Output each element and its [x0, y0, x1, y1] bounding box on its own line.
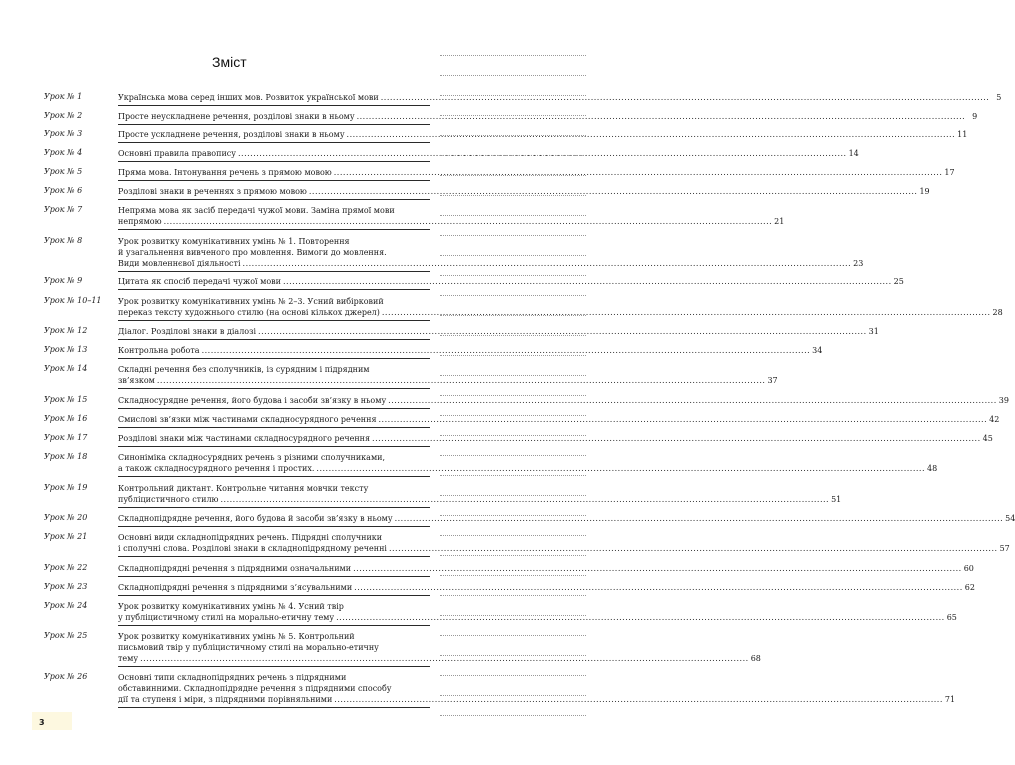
toc-leader-dots: ........................................................................................................................................................................................................	[242, 259, 852, 268]
toc-leader-dots: ........................................................................................................................................................................................................	[140, 654, 749, 663]
note-line	[440, 555, 586, 556]
toc-topic-line: зв’язком	[118, 376, 155, 385]
note-line	[440, 575, 586, 576]
toc-lesson-label: Урок № 13	[44, 345, 88, 354]
note-line	[440, 475, 586, 476]
toc-lesson-label: Урок № 3	[44, 129, 83, 138]
toc-lesson-label: Урок № 25	[44, 631, 88, 640]
toc-lesson-label: Урок № 22	[44, 563, 88, 572]
toc-page-number: 54	[1005, 514, 1015, 523]
note-line	[440, 215, 586, 216]
note-line	[440, 495, 586, 496]
toc-topic-line: Непряма мова як засіб передачі чужої мови. Заміна прямої мови	[118, 206, 395, 215]
note-line	[440, 115, 586, 116]
note-line	[440, 355, 586, 356]
toc-topic-line: Пряма мова. Інтонування речень з прямою мовою	[118, 168, 332, 177]
toc-page-number: 23	[853, 259, 864, 268]
toc-topic	[118, 111, 978, 122]
toc-topic	[118, 395, 1009, 406]
toc-topic	[118, 345, 823, 356]
toc-row-separator	[118, 408, 430, 409]
note-line	[440, 235, 586, 236]
toc-topic	[118, 601, 957, 623]
toc-lesson-label: Урок № 9	[44, 276, 83, 285]
toc-topic	[118, 582, 975, 593]
toc-topic	[118, 148, 859, 159]
toc-leader-dots: ........................................................................................................................................................................................................	[220, 495, 830, 504]
toc-row-separator	[118, 124, 430, 125]
toc-lesson-label: Урок № 17	[44, 433, 88, 442]
toc-lesson-label: Урок № 20	[44, 513, 88, 522]
toc-lesson-label: Урок № 18	[44, 452, 88, 461]
toc-page-number: 39	[998, 396, 1009, 405]
toc-lesson-label: Урок № 26	[44, 672, 88, 681]
toc-page-number: 19	[919, 187, 930, 196]
toc-topic-line: Розділові знаки між частинами складносурядного речення	[118, 434, 371, 443]
toc-row-separator	[118, 105, 430, 106]
note-line	[440, 535, 586, 536]
toc-topic-line: Складнопідрядне речення, його будова й засоби зв’язку в ньому	[118, 514, 393, 523]
toc-leader-dots: ........................................................................................................................................................................................................	[163, 217, 773, 226]
toc-row-separator	[118, 476, 430, 477]
toc-lesson-label: Урок № 16	[44, 414, 88, 423]
note-line	[440, 455, 586, 456]
page-title: Зміст	[212, 54, 247, 70]
toc-topic-line: Урок розвитку комунікативних умінь № 5. Контрольний	[118, 632, 355, 641]
toc-leader-dots: ........................................................................................................................................................................................................	[354, 583, 963, 592]
toc-topic-line: Урок розвитку комунікативних умінь № 4. Усний твір	[118, 602, 344, 611]
toc-topic-line: публіцистичного стилю	[118, 495, 219, 504]
toc-row-separator	[118, 320, 430, 321]
toc-topic-line: тему	[118, 654, 139, 663]
toc-page-number: 28	[992, 308, 1003, 317]
toc-page-number: 51	[831, 495, 842, 504]
toc-page-number: 45	[982, 434, 993, 443]
toc-row-separator	[118, 358, 430, 359]
toc-page-number: 65	[946, 613, 957, 622]
toc-lesson-label: Урок № 5	[44, 167, 83, 176]
toc-topic-line: Українська мова серед інших мов. Розвиток української мови	[118, 93, 379, 102]
toc-page-number: 17	[944, 168, 955, 177]
toc-topic	[118, 236, 864, 269]
toc-page-number: 11	[957, 130, 968, 139]
toc-row-separator	[118, 180, 430, 181]
toc-topic-line: Види мовленнєвої діяльності	[118, 259, 241, 268]
toc-leader-dots: ........................................................................................................................................................................................................	[333, 168, 943, 177]
toc-row-separator	[118, 625, 430, 626]
toc-topic-line: у публіцистичному стилі на морально-етичну тему	[118, 613, 335, 622]
toc-lesson-label: Урок № 4	[44, 148, 83, 157]
toc-topic	[118, 563, 974, 574]
toc-page-number: 37	[767, 376, 778, 385]
toc-row-separator	[118, 707, 430, 708]
toc-page-number: 48	[927, 464, 938, 473]
note-line	[440, 275, 586, 276]
note-line	[440, 55, 586, 56]
note-line	[440, 155, 586, 156]
toc-leader-dots: ........................................................................................................................................................................................................	[372, 434, 981, 443]
toc-topic-line: Просте неускладнене речення, розділові знаки в ньому	[118, 112, 355, 121]
toc-lesson-label: Урок № 2	[44, 111, 83, 120]
toc-topic	[118, 205, 785, 227]
toc-topic-line: письмовий твір у публіцистичному стилі на морально-етичну	[118, 643, 379, 652]
toc-topic	[118, 129, 968, 140]
toc-leader-dots: ........................................................................................................................................................................................................	[316, 464, 926, 473]
toc-leader-dots: ........................................................................................................................................................................................................	[378, 415, 988, 424]
toc-topic-line: Контрольний диктант. Контрольне читання мовчки тексту	[118, 484, 369, 493]
toc-topic-line: Цитата як спосіб передачі чужої мови	[118, 277, 282, 286]
toc-row-separator	[118, 507, 430, 508]
page-number: 3	[39, 718, 45, 727]
toc-leader-dots: ........................................................................................................................................................................................................	[336, 613, 945, 622]
toc-topic-line: Складнопідрядні речення з підрядними означальними	[118, 564, 352, 573]
toc-page-number: 42	[989, 415, 1000, 424]
toc-topic	[118, 326, 879, 337]
toc-page-number: 71	[944, 695, 956, 704]
toc-topic-line: обставинними. Складнопідрядне речення з підрядними способу	[118, 684, 392, 693]
note-line	[440, 375, 586, 376]
toc-row-separator	[118, 388, 430, 389]
toc-lesson-label: Урок № 15	[44, 395, 88, 404]
note-line	[440, 615, 586, 616]
toc-topic-line: Урок розвитку комунікативних умінь № 2–3. Усний вибірковий	[118, 297, 384, 306]
note-line	[440, 195, 586, 196]
note-line	[440, 395, 586, 396]
toc-topic	[118, 414, 1000, 425]
toc-leader-dots: ........................................................................................................................................................................................................	[283, 277, 892, 286]
note-line	[440, 95, 586, 96]
toc-topic-line: Контрольна робота	[118, 346, 200, 355]
note-line	[440, 335, 586, 336]
toc-topic	[118, 532, 1010, 554]
note-line	[440, 75, 586, 76]
toc-topic-line: Основні види складнопідрядних речень. Підрядні сполучники	[118, 533, 383, 542]
toc-row-separator	[118, 427, 430, 428]
toc-leader-dots: ........................................................................................................................................................................................................	[308, 187, 918, 196]
toc-leader-dots: ........................................................................................................................................................................................................	[201, 346, 811, 355]
toc-topic-line: дії та ступеня і міри, з підрядними порівняльними	[118, 695, 333, 704]
toc-topic	[118, 276, 904, 287]
toc-topic	[118, 167, 955, 178]
note-line	[440, 595, 586, 596]
toc-leader-dots: ........................................................................................................................................................................................................	[353, 564, 962, 573]
note-line	[440, 635, 586, 636]
toc-row-separator	[118, 339, 430, 340]
toc-row-separator	[118, 229, 430, 230]
toc-topic-line: Просте ускладнене речення, розділові знаки в ньому	[118, 130, 345, 139]
toc-lesson-label: Урок № 24	[44, 601, 88, 610]
toc-leader-dots: ........................................................................................................................................................................................................	[156, 376, 766, 385]
toc-leader-dots: ........................................................................................................................................................................................................	[237, 149, 847, 158]
toc-lesson-label: Урок № 7	[44, 205, 83, 214]
toc-lesson-label: Урок № 14	[44, 364, 88, 373]
toc-row-separator	[118, 666, 430, 667]
toc-page-number: 9	[972, 112, 978, 121]
note-line	[440, 715, 586, 716]
note-line	[440, 415, 586, 416]
toc-leader-dots: ........................................................................................................................................................................................................	[258, 327, 867, 336]
toc-topic-line: Розділові знаки в реченнях з прямою мовою	[118, 187, 307, 196]
toc-lesson-label: Урок № 8	[44, 236, 83, 245]
toc-leader-dots: ........................................................................................................................................................................................................	[346, 130, 956, 139]
note-line	[440, 295, 586, 296]
toc-lesson-label: Урок № 23	[44, 582, 88, 591]
note-line	[440, 435, 586, 436]
toc-row-separator	[118, 446, 430, 447]
toc-row-separator	[118, 576, 430, 577]
toc-page-number: 21	[774, 217, 785, 226]
note-line	[440, 255, 586, 256]
toc-row-separator	[118, 526, 430, 527]
toc-topic-line: Діалог. Розділові знаки в діалозі	[118, 327, 257, 336]
toc-row-separator	[118, 289, 430, 290]
toc-row-separator	[118, 142, 430, 143]
note-line	[440, 315, 586, 316]
toc-row-separator	[118, 199, 430, 200]
toc-topic-line: а також складносурядного речення і простих.	[118, 464, 315, 473]
toc-topic-line: переказ тексту художнього стилю (на основі кількох джерел)	[118, 308, 380, 317]
toc-page-number: 25	[893, 277, 904, 286]
toc-topic-line: Складнопідрядні речення з підрядними з’ясувальними	[118, 583, 353, 592]
toc-topic	[118, 631, 761, 664]
toc-topic-line: Основні правила правопису	[118, 149, 236, 158]
note-line	[440, 135, 586, 136]
toc-leader-dots: ........................................................................................................................................................................................................	[381, 308, 991, 317]
toc-topic-line: Урок розвитку комунікативних умінь № 1. Повторення	[118, 237, 350, 246]
toc-leader-dots: ........................................................................................................................................................................................................	[380, 93, 990, 102]
toc-page-number: 68	[750, 654, 761, 663]
note-line	[440, 675, 586, 676]
toc-topic	[118, 364, 778, 386]
toc-row-separator	[118, 271, 430, 272]
toc-topic	[118, 672, 956, 705]
toc-page-number: 60	[963, 564, 974, 573]
toc-topic-line: і сполучні слова. Розділові знаки в складнопідрядному реченні	[118, 544, 387, 553]
toc-topic-line: Смислові зв’язки між частинами складносурядного речення	[118, 415, 377, 424]
toc-lesson-label: Урок № 1	[44, 92, 83, 101]
toc-page-number: 62	[964, 583, 975, 592]
toc-lesson-label: Урок № 19	[44, 483, 88, 492]
toc-leader-dots: ........................................................................................................................................................................................................	[356, 112, 966, 121]
toc-page-number: 14	[848, 149, 859, 158]
toc-page-number: 31	[868, 327, 879, 336]
toc-row-separator	[118, 595, 430, 596]
toc-topic-line: непрямою	[118, 217, 162, 226]
toc-lesson-label: Урок № 10–11	[44, 296, 102, 305]
toc-topic	[118, 483, 842, 505]
toc-topic	[118, 92, 1002, 103]
toc-leader-dots: ........................................................................................................................................................................................................	[388, 544, 998, 553]
note-line	[440, 515, 586, 516]
note-line	[440, 175, 586, 176]
toc-lesson-label: Урок № 6	[44, 186, 83, 195]
note-line	[440, 695, 586, 696]
toc-topic	[118, 186, 930, 197]
toc-leader-dots: ........................................................................................................................................................................................................	[334, 695, 943, 704]
toc-row-separator	[118, 161, 430, 162]
toc-topic	[118, 433, 993, 444]
toc-page-number: 34	[812, 346, 823, 355]
note-line	[440, 655, 586, 656]
toc-topic-line: Синоніміка складносурядних речень з різними сполучниками,	[118, 453, 386, 462]
toc-page-number: 5	[996, 93, 1002, 102]
toc-lesson-label: Урок № 12	[44, 326, 88, 335]
toc-topic	[118, 513, 1015, 524]
toc-topic-line: Складні речення без сполучників, із сурядним і підрядним	[118, 365, 370, 374]
toc-leader-dots: ........................................................................................................................................................................................................	[394, 514, 1004, 523]
toc-topic-line: Складносурядне речення, його будова і засоби зв’язку в ньому	[118, 396, 387, 405]
toc-topic-line: Основні типи складнопідрядних речень з підрядними	[118, 673, 347, 682]
toc-topic	[118, 452, 938, 474]
toc-page-number: 57	[999, 544, 1010, 553]
toc-lesson-label: Урок № 21	[44, 532, 88, 541]
toc-row-separator	[118, 556, 430, 557]
toc-topic	[118, 296, 1003, 318]
toc-leader-dots: ........................................................................................................................................................................................................	[388, 396, 997, 405]
toc-topic-line: й узагальнення вивченого про мовлення. Вимоги до мовлення.	[118, 248, 387, 257]
